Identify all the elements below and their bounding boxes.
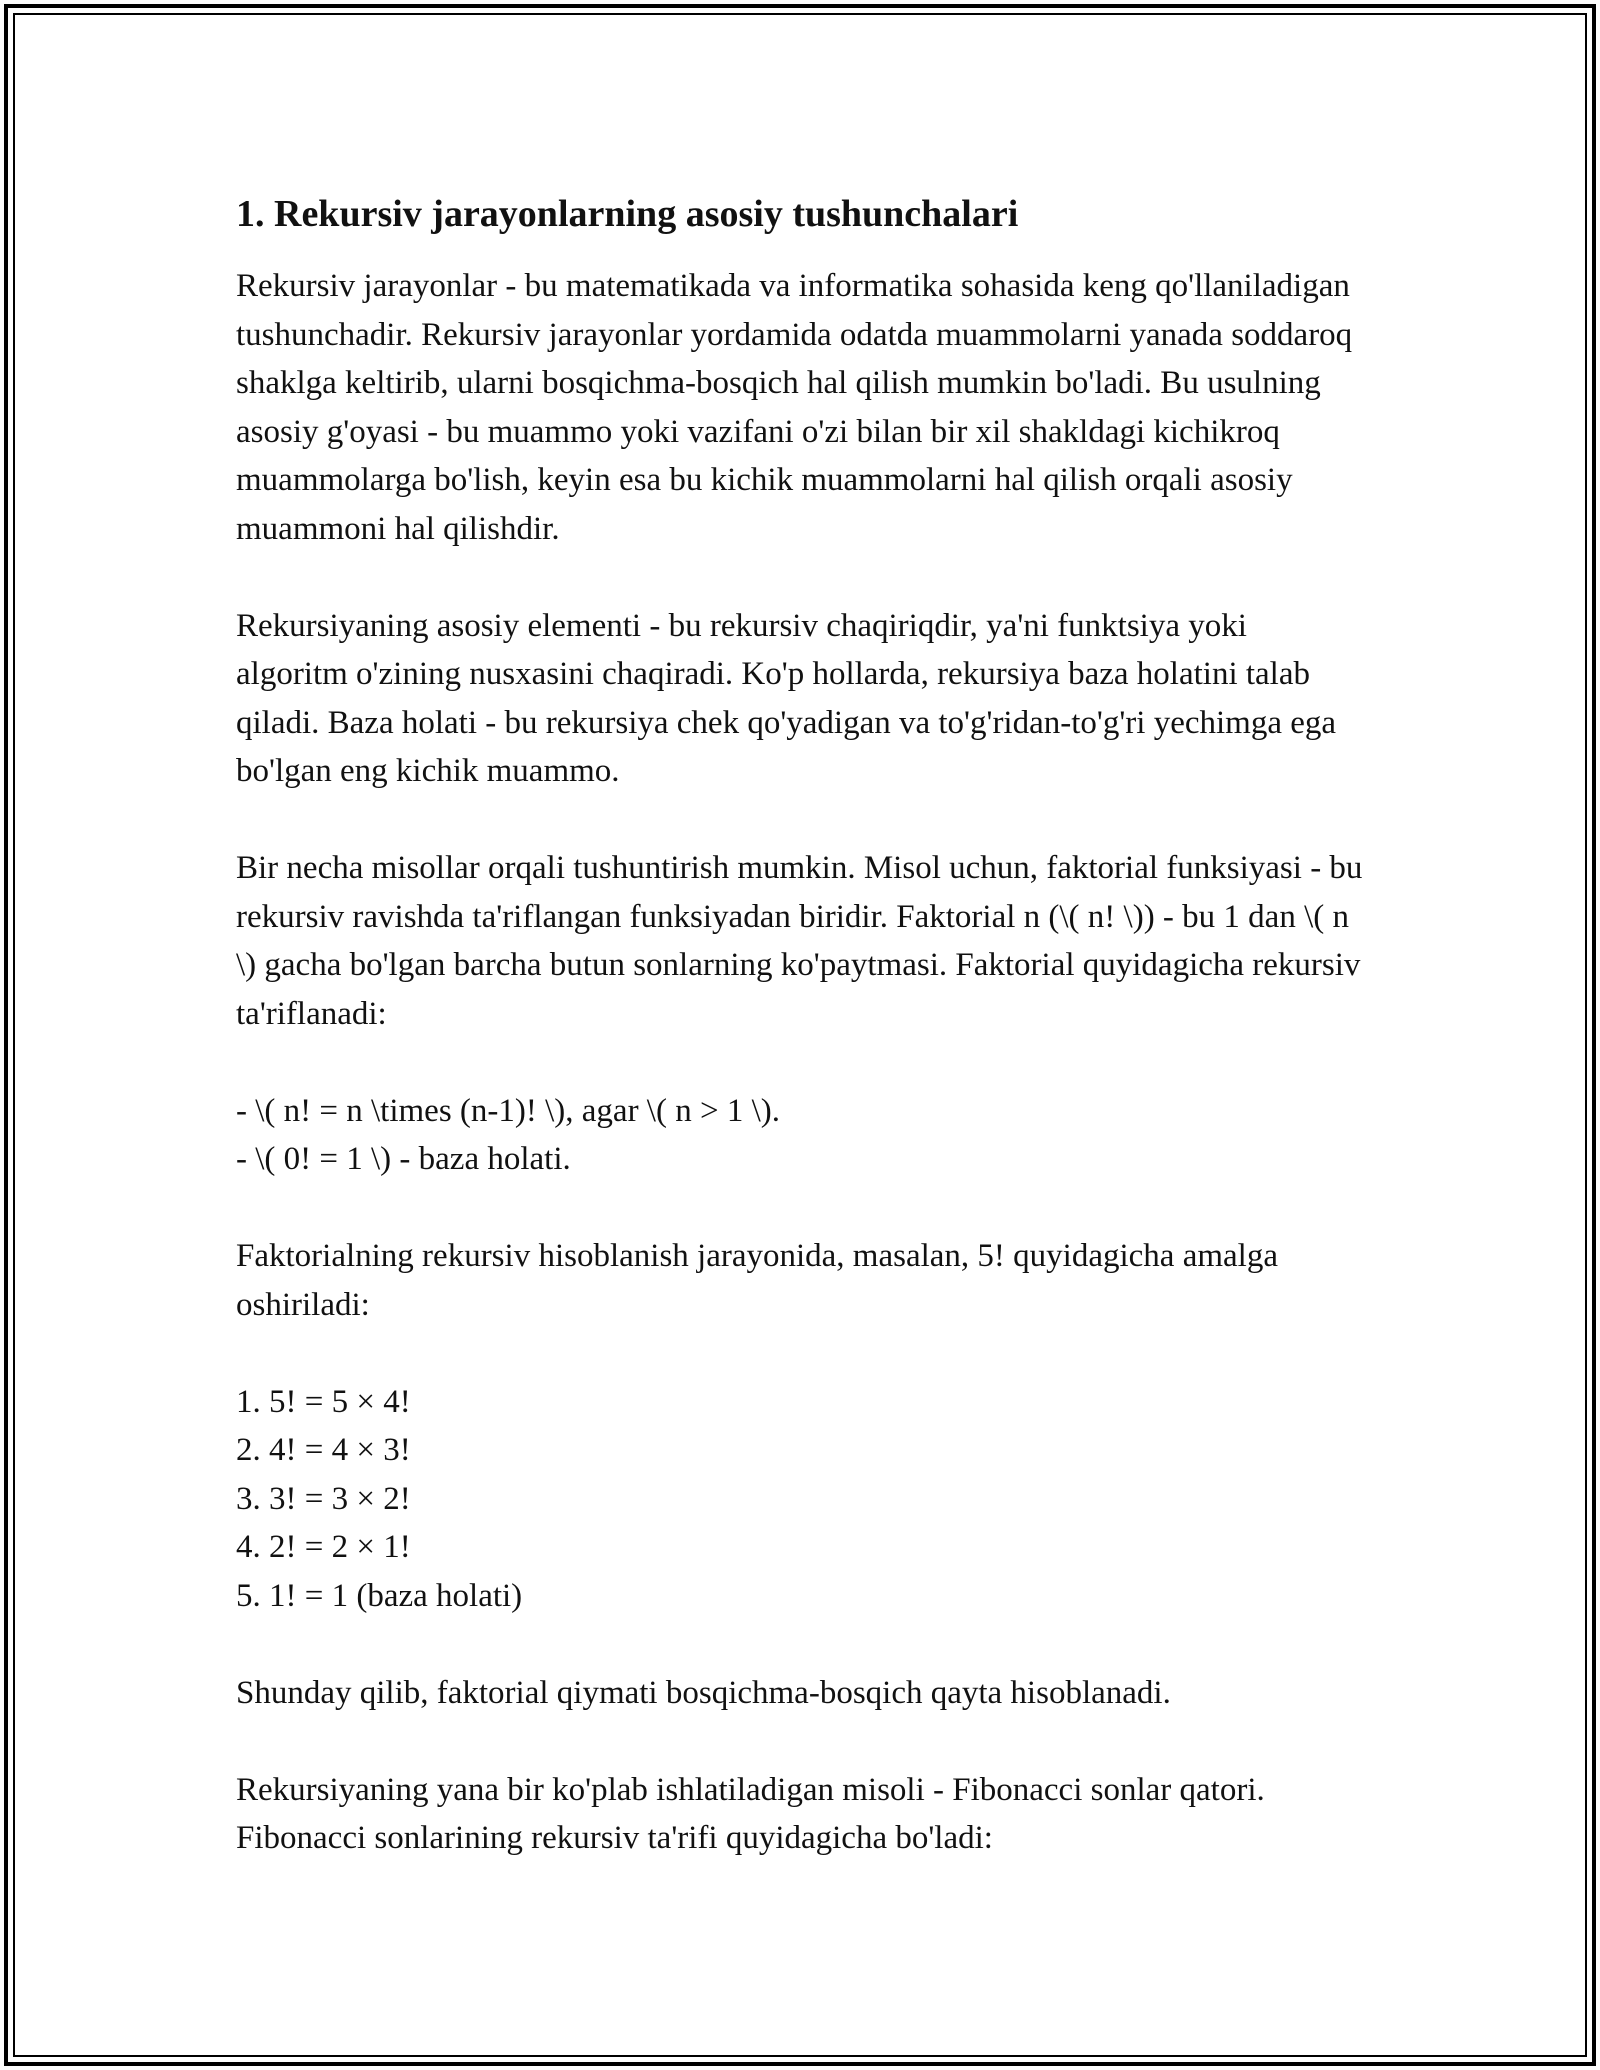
step-line: 3. 3! = 3 × 2! — [236, 1480, 411, 1517]
step-line: 1. 5! = 5 × 4! — [236, 1383, 411, 1420]
step-line: 2. 4! = 4 × 3! — [236, 1432, 411, 1468]
paragraph-intro: Rekursiv jarayonlar - bu matematikada va informatika sohasida keng qo'llaniladigan tushunchadir. Rekursiv jarayonlar yordamida odatda muammolarni yanada soddaroq shaklga keltirib, ularni bosqichma-bosqich hal qilish mumkin bo'ladi. Bu usulning asosiy g'oyasi - bu muammo yoki vazifani o'zi bilan bir xil shakldagi kichikroq muammolarga bo'lish, keyin esa bu kichik muammolarni hal qilish orqali asosiy muammoni hal qilishdir. — [236, 268, 1353, 547]
step-line: 4. 2! = 2 × 1! — [236, 1529, 411, 1565]
definition-line: - \( 0! = 1 \) - baza holati. — [236, 1141, 571, 1177]
paragraph-conclusion: Shunday qilib, faktorial qiymati bosqichma-bosqich qayta hisoblanadi. — [236, 1674, 1171, 1711]
section-heading: 1. Rekursiv jarayonlarning asosiy tushunchalari — [236, 193, 1019, 235]
step-line: 5. 1! = 1 (baza holati) — [236, 1577, 523, 1614]
paragraph-factorial-example: Bir necha misollar orqali tushuntirish mumkin. Misol uchun, faktorial funksiyasi - bu rekursiv ravishda ta'riflangan funksiyadan biridir. Faktorial n (\( n! \)) - bu 1 dan \( n \) gacha bo'lgan barcha butun sonlarning ko'paytmasi. Faktorial quyidagicha rekursiv ta'riflanadi: — [236, 850, 1363, 1032]
definition-line: - \( n! = n \times (n-1)! \), agar \( n > 1 \). — [236, 1092, 780, 1129]
document-body — [236, 186, 1366, 1863]
paragraph-fibonacci-intro: Rekursiyaning yana bir ko'plab ishlatiladigan misoli - Fibonacci sonlar qatori. Fibonacci sonlarining rekursiv ta'rifi quyidagicha bo'ladi: — [236, 1771, 1265, 1856]
paragraph-example-intro: Faktorialning rekursiv hisoblanish jarayonida, masalan, 5! quyidagicha amalga oshiriladi: — [236, 1238, 1278, 1323]
paragraph-recursive-call: Rekursiyaning asosiy elementi - bu rekursiv chaqiriqdir, ya'ni funktsiya yoki algoritm o'zining nusxasini chaqiradi. Ko'p hollarda, rekursiya baza holatini talab qiladi. Baza holati - bu rekursiya chek qo'yadigan va to'g'ridan-to'g'ri yechimga ega bo'lgan eng kichik muammo. — [236, 607, 1337, 789]
